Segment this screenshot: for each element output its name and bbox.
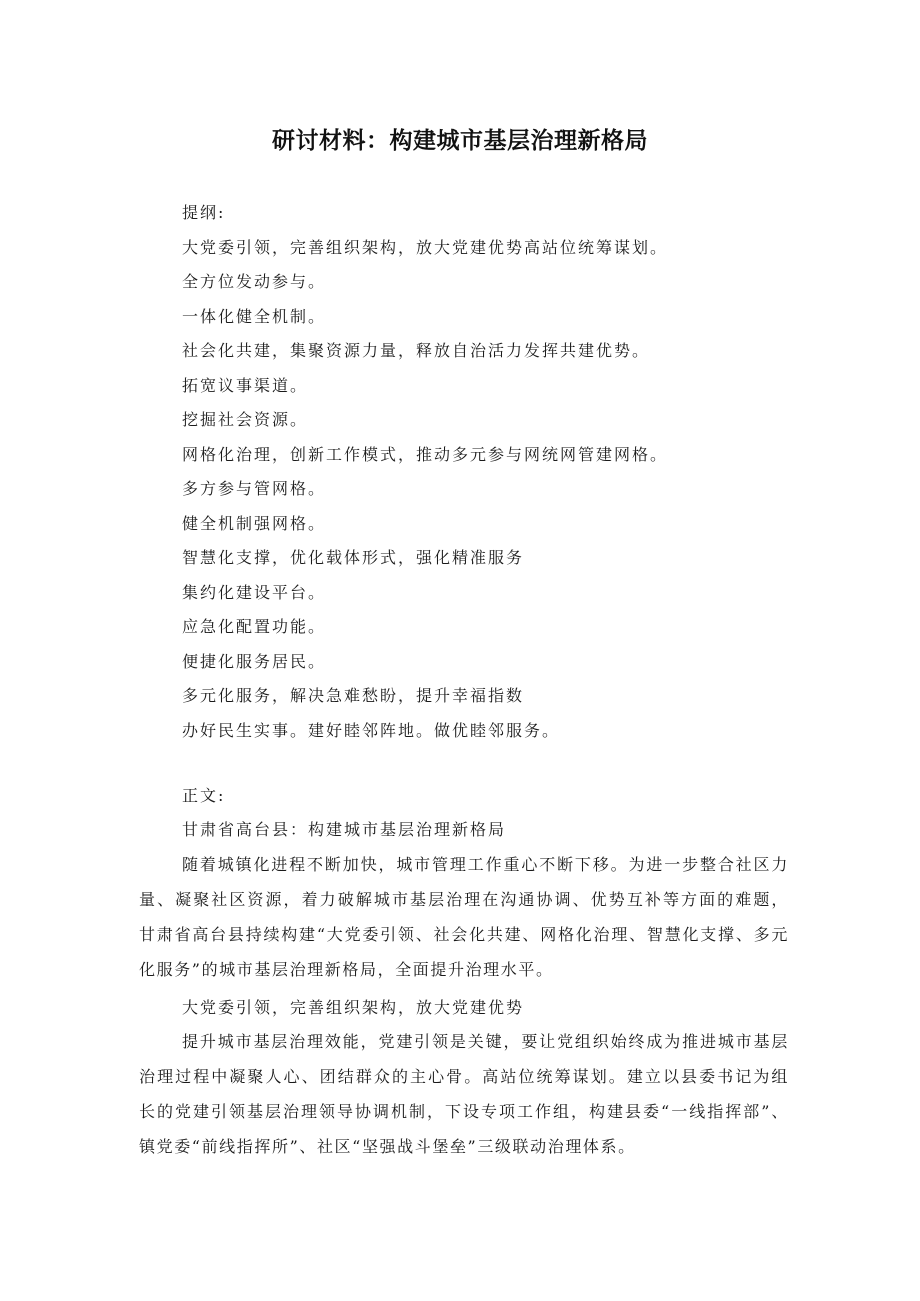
outline-item: 多方参与管网格。 <box>182 479 327 498</box>
outline-item: 集约化建设平台。 <box>182 582 327 602</box>
outline-item: 大党委引领，完善组织架构，放大党建优势高站位统筹谋划。 <box>182 237 669 257</box>
section-heading: 大党委引领，完善组织架构，放大党建优势 <box>182 998 525 1017</box>
outline-section <box>182 196 668 748</box>
outline-item: 健全机制强网格。 <box>182 513 327 533</box>
outline-item: 一体化健全机制。 <box>182 306 327 326</box>
document-title: 研讨材料：构建城市基层治理新格局 <box>272 128 648 154</box>
outline-item: 拓宽议事渠道。 <box>182 375 309 395</box>
outline-item: 智慧化支撑，优化载体形式，强化精准服务 <box>182 548 525 567</box>
body-paragraph-section1: 提升城市基层治理效能，党建引领是关键，要让党组织始终成为推进城市基层治理过程中凝聚人心、团结群众的主心骨。高站位统筹谋划。建立以县委书记为组长的党建引领基层治理领导协调机制，下设专项工作组，构建县委“一线指挥部”、镇党委“前线指挥所”、社区“坚强战斗堡垒”三级联动治理体系。 <box>139 1032 789 1156</box>
body-subtitle: 甘肃省高台县：构建城市基层治理新格局 <box>182 820 507 839</box>
outline-item: 网格化治理，创新工作模式，推动多元参与网统网管建网格。 <box>182 444 669 464</box>
outline-item: 应急化配置功能。 <box>182 617 327 636</box>
outline-item: 全方位发动参与。 <box>182 272 327 291</box>
outline-item: 挖掘社会资源。 <box>182 410 309 429</box>
body-paragraph-intro: 随着城镇化进程不断加快，城市管理工作重心不断下移。为进一步整合社区力量、凝聚社区资源，着力破解城市基层治理在沟通协调、优势互补等方面的难题，甘肃省高台县持续构建“大党委引领、社会化共建、网格化治理、智慧化支撑、多元化服务”的城市基层治理新格局，全面提升治理水平。 <box>139 855 789 979</box>
outline-item: 办好民生实事。建好睦邻阵地。做优睦邻服务。 <box>182 720 561 740</box>
body-header <box>182 779 506 847</box>
outline-item: 多元化服务，解决急难愁盼，提升幸福指数 <box>182 686 525 705</box>
outline-label: 提纲: <box>182 203 226 222</box>
outline-item: 便捷化服务居民。 <box>182 651 327 671</box>
outline-item: 社会化共建，集聚资源力量，释放自治活力发挥共建优势。 <box>182 341 651 360</box>
body-label: 正文: <box>182 786 226 805</box>
